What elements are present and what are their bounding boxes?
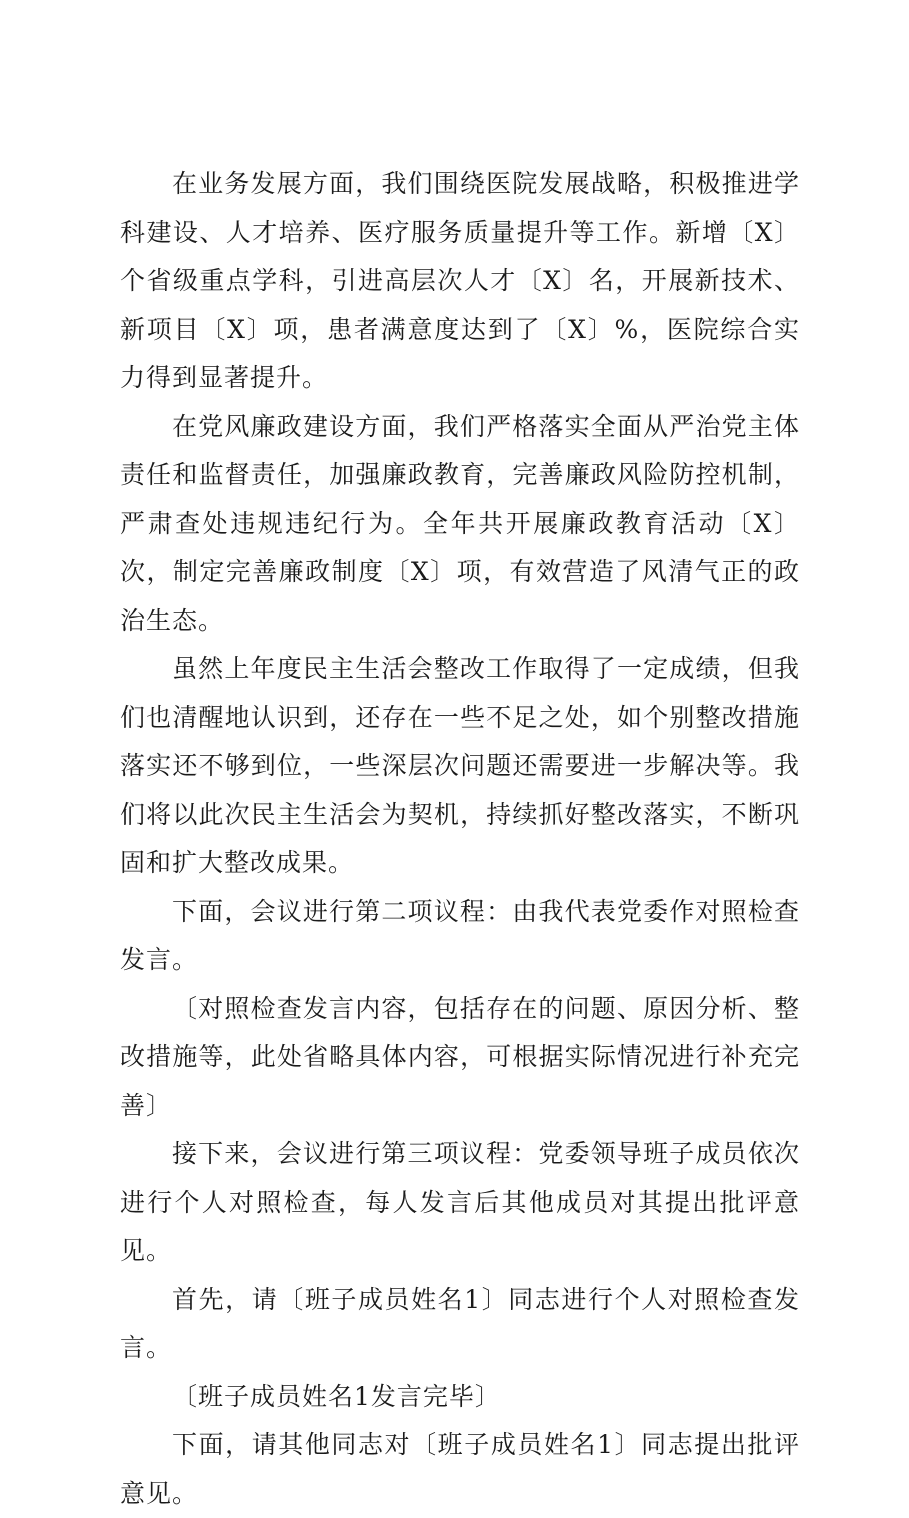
paragraph-first-speaker: 首先，请〔班子成员姓名1〕同志进行个人对照检查发言。 [120,1284,800,1362]
paragraph-placeholder-inspection-content: 〔对照检查发言内容，包括存在的问题、原因分析、整改措施等，此处省略具体内容，可根据实际情况进行补充完善〕 [120,993,800,1120]
paragraph-speaker-finished: 〔班子成员姓名1发言完毕〕 [172,1381,501,1411]
paragraph-business-development: 在业务发展方面，我们围绕医院发展战略，积极推进学科建设、人才培养、医疗服务质量提升等工作。新增〔X〕个省级重点学科，引进高层次人才〔X〕名，开展新技术、新项目〔X〕项，患者满意度达到了〔X〕%，医院综合实力得到显著提升。 [120,169,800,392]
paragraph-agenda-item-3: 接下来，会议进行第三项议程：党委领导班子成员依次进行个人对照检查，每人发言后其他成员对其提出批评意见。 [120,1139,800,1265]
paragraph-agenda-item-2: 下面，会议进行第二项议程：由我代表党委作对照检查发言。 [120,896,800,974]
document-body [120,160,800,1518]
paragraph-shortcomings: 虽然上年度民主生活会整改工作取得了一定成绩，但我们也清醒地认识到，还存在一些不足之处，如个别整改措施落实还不够到位，一些深层次问题还需要进一步解决等。我们将以此次民主生活会为契机，持续抓好整改落实，不断巩固和扩大整改成果。 [120,654,800,877]
paragraph-criticism-request: 下面，请其他同志对〔班子成员姓名1〕同志提出批评意见。 [120,1430,800,1508]
paragraph-party-conduct: 在党风廉政建设方面，我们严格落实全面从严治党主体责任和监督责任，加强廉政教育，完善廉政风险防控机制，严肃查处违规违纪行为。全年共开展廉政教育活动〔X〕次，制定完善廉政制度〔X〕项，有效营造了风清气正的政治生态。 [120,411,800,635]
